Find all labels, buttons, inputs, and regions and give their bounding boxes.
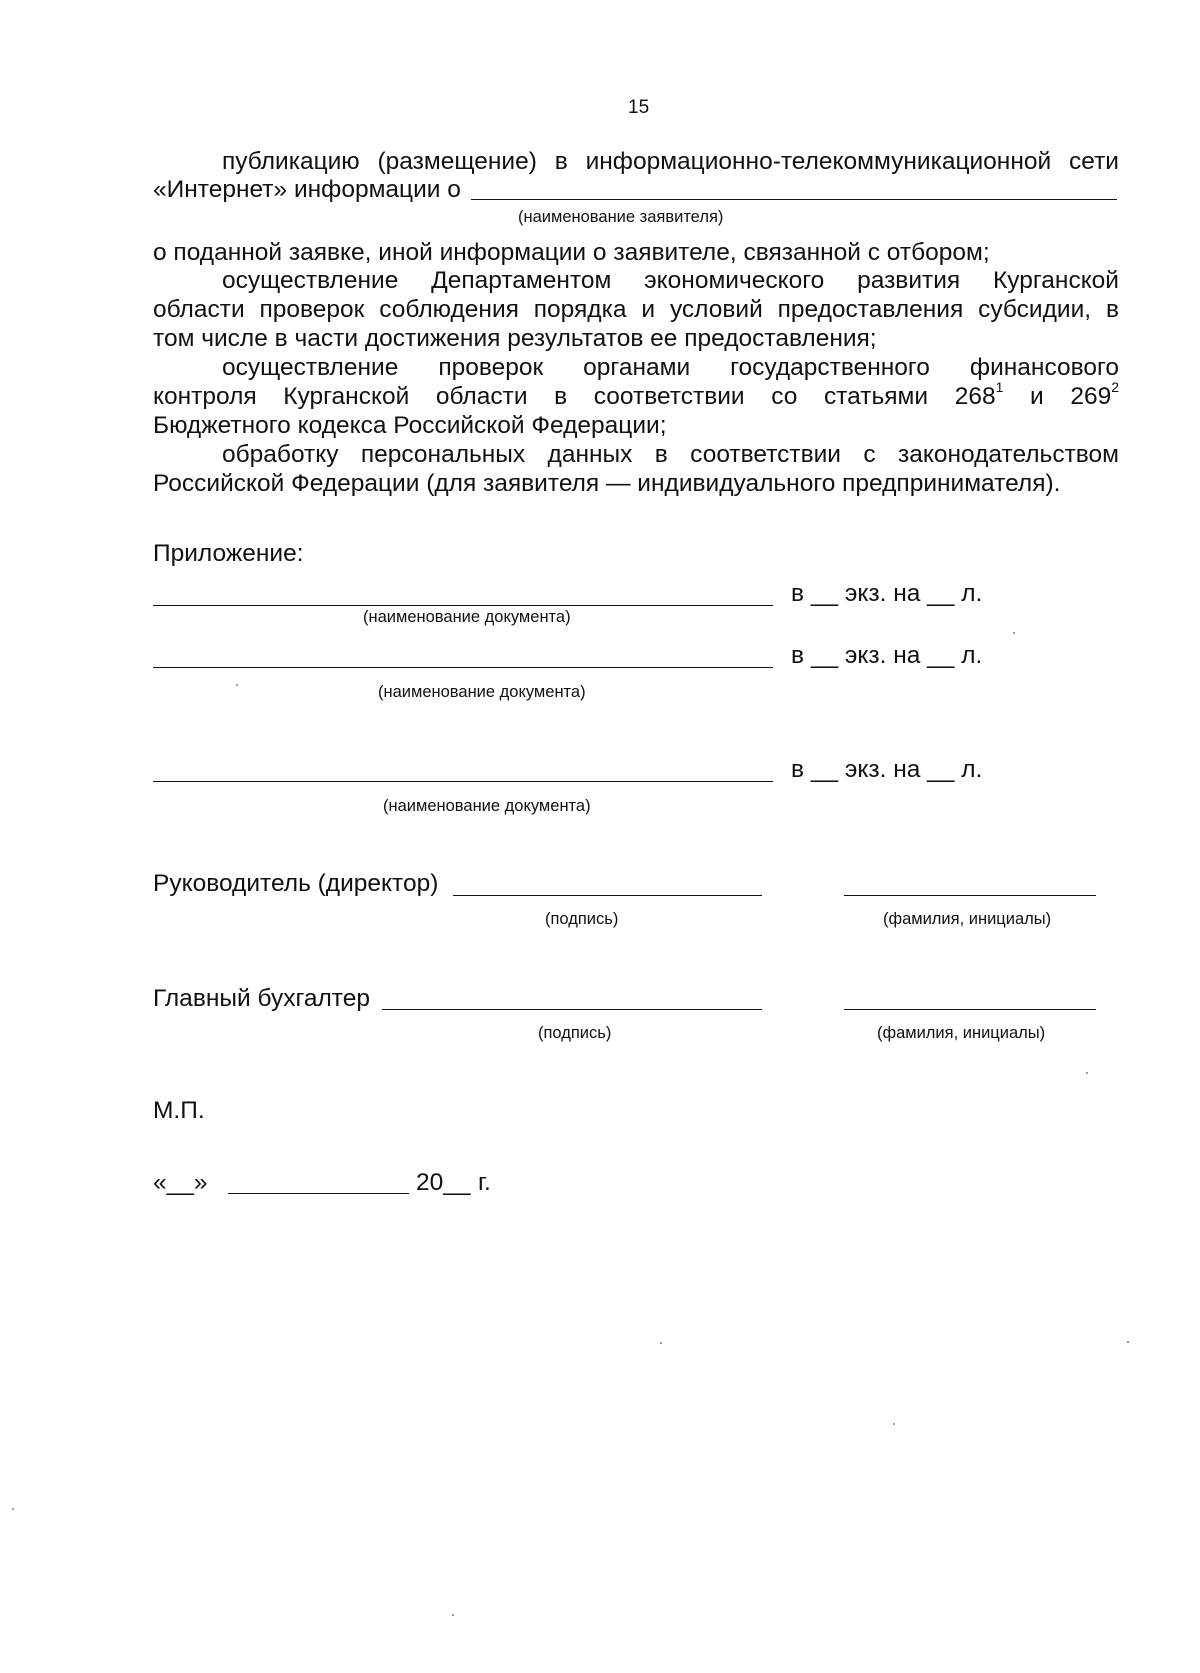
- date-day: «__»: [153, 1169, 208, 1196]
- paragraph-publication-line1: публикацию (размещение) в информационно-телекоммуникационной сети: [222, 148, 1119, 175]
- date-year-suffix: г.: [478, 1169, 491, 1196]
- accountant-label: Главный бухгалтер: [153, 985, 370, 1012]
- paragraph-publication-line3: о поданной заявке, иной информации о заявителе, связанной с отбором;: [153, 239, 990, 266]
- director-signature-field[interactable]: [453, 895, 762, 896]
- accountant-name-field[interactable]: [844, 1009, 1096, 1010]
- attachment-1-document-field[interactable]: [153, 605, 773, 606]
- paragraph-personal-data-line2: Российской Федерации (для заявителя — индивидуального предпринимателя).: [153, 470, 1061, 497]
- attachment-2-copies-label: в __ экз. на __ л.: [791, 642, 983, 669]
- director-label: Руководитель (директор): [153, 870, 439, 897]
- paragraph-inspection-line2: области проверок соблюдения порядка и условий предоставления субсидии, в: [153, 296, 1119, 323]
- paragraph-financial-control-line1: осуществление проверок органами государственного финансового: [222, 354, 1119, 381]
- attachment-1-copies-label: в __ экз. на __ л.: [791, 580, 983, 607]
- article-268: $268^1$: [954, 378, 1004, 410]
- accountant-signature-field[interactable]: [382, 1009, 762, 1010]
- date-year: 20__: [416, 1169, 471, 1196]
- date-month-field[interactable]: [228, 1193, 409, 1194]
- director-name-field[interactable]: [844, 895, 1096, 896]
- accountant-name-caption: (фамилия, инициалы): [877, 1024, 1046, 1042]
- scan-speck: [452, 1614, 454, 1616]
- paragraph-publication-line2: «Интернет» информации о: [153, 176, 461, 203]
- page-number: 15: [628, 97, 650, 118]
- paragraph-financial-control-line3: Бюджетного кодекса Российской Федерации;: [153, 412, 667, 439]
- scan-speck: [236, 684, 238, 686]
- paragraph-personal-data-line1: обработку персональных данных в соответствии с законодательством: [222, 441, 1119, 468]
- accountant-signature-caption: (подпись): [538, 1024, 612, 1042]
- scan-speck: [1127, 1341, 1129, 1343]
- attachment-3-caption: (наименование документа): [383, 797, 591, 815]
- attachment-3-document-field[interactable]: [153, 781, 773, 782]
- director-signature-caption: (подпись): [545, 910, 619, 928]
- conjunction: и: [1030, 383, 1044, 410]
- scan-speck: [1013, 632, 1015, 634]
- paragraph-inspection-line3: том числе в части достижения результатов ее предоставления;: [153, 325, 877, 352]
- attachment-3-copies-label: в __ экз. на __ л.: [791, 756, 983, 783]
- applicant-name-caption: (наименование заявителя): [518, 208, 724, 226]
- article-269: $269^2$: [1070, 378, 1119, 410]
- scan-speck: [893, 1423, 895, 1425]
- attachment-1-caption: (наименование документа): [363, 608, 571, 626]
- stamp-place-label: М.П.: [153, 1097, 205, 1124]
- paragraph-inspection-line1: осуществление Департаментом экономического развития Курганской: [222, 267, 1119, 294]
- paragraph-financial-control-line2: [153, 378, 1119, 411]
- attachment-2-document-field[interactable]: [153, 667, 773, 668]
- financial-control-text: контроля Курганской области в соответствии со статьями: [153, 383, 929, 410]
- scan-speck: [660, 1342, 662, 1344]
- attachment-2-caption: (наименование документа): [378, 683, 586, 701]
- attachments-heading: Приложение:: [153, 540, 304, 567]
- director-name-caption: (фамилия, инициалы): [883, 910, 1052, 928]
- scan-speck: [12, 1508, 14, 1510]
- scan-speck: [1086, 1072, 1088, 1074]
- applicant-name-field[interactable]: [471, 199, 1117, 200]
